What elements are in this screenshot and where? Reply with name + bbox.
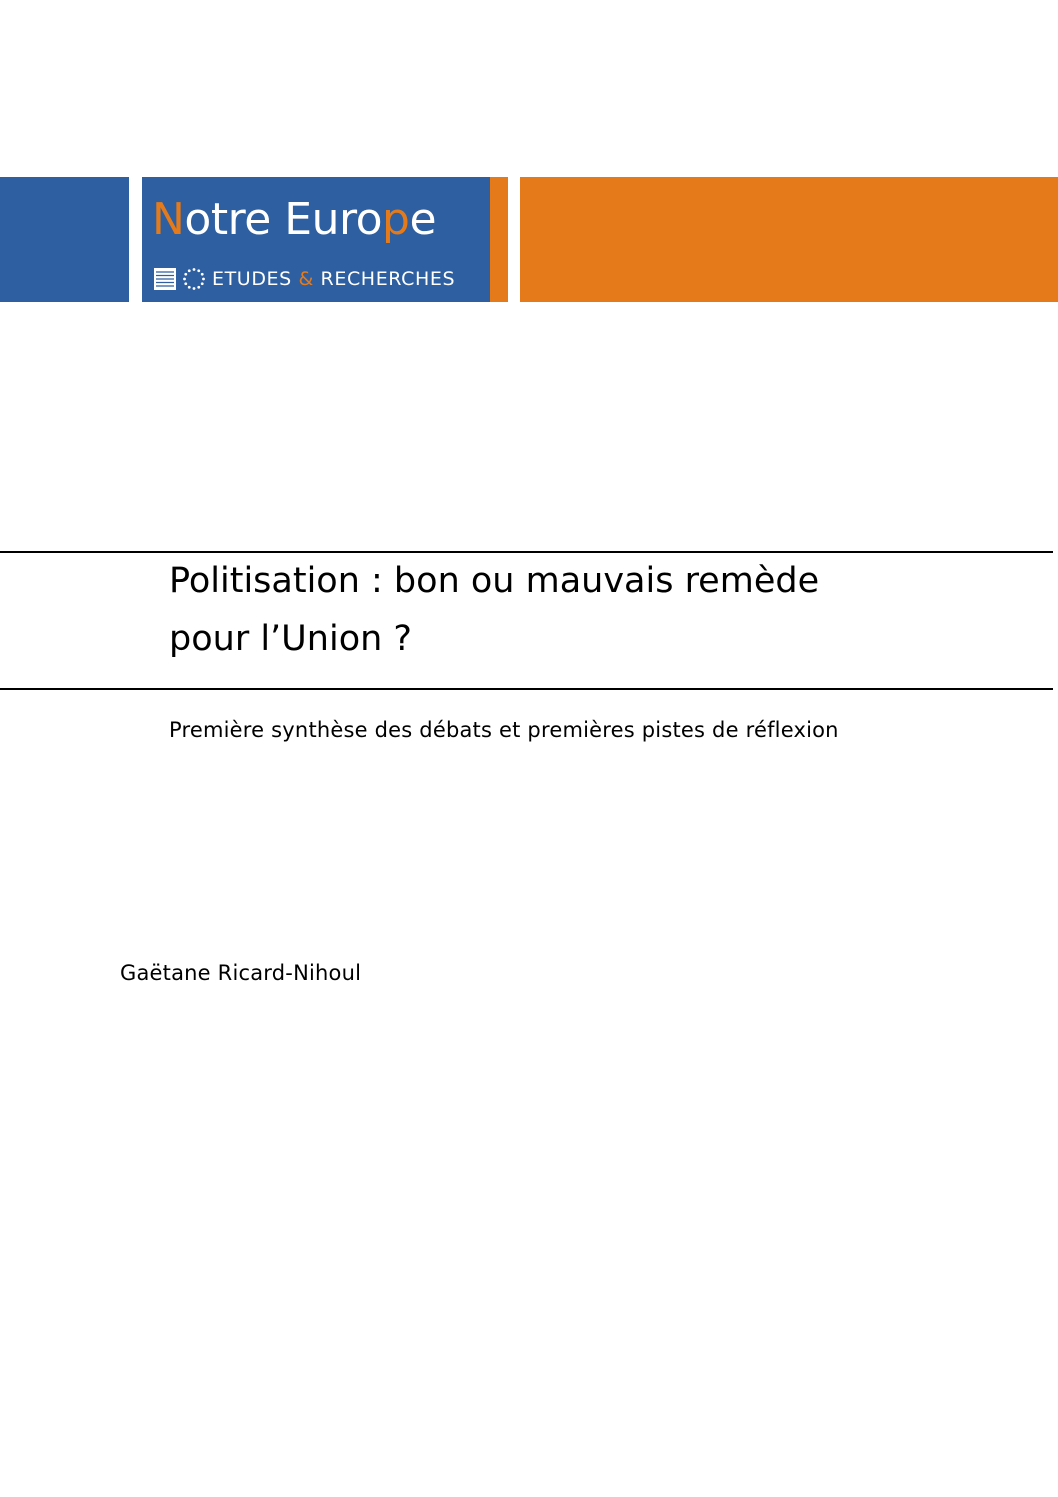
series-ampersand: & [298, 268, 314, 290]
eu-stars-icon [182, 267, 206, 291]
header-band-orange [520, 177, 1058, 302]
title-line-1: Politisation : bon ou mauvais remède [169, 561, 820, 601]
title-line-2: pour l’Union ? [169, 619, 413, 659]
brand-text-end: e [409, 194, 437, 245]
document-icon [154, 268, 176, 290]
series-text [212, 268, 455, 290]
brand-initial: N [152, 194, 185, 245]
header-band-orange-thin [490, 177, 508, 302]
brand-accent-letter: p [382, 194, 410, 245]
title-rule-bottom [0, 688, 1053, 690]
series-word-recherches: RECHERCHES [320, 268, 456, 290]
brand-text: otre Euro [184, 194, 383, 245]
series-label [154, 266, 455, 292]
document-author: Gaëtane Ricard-Nihoul [120, 961, 362, 985]
document-subtitle: Première synthèse des débats et premières pistes de réflexion [169, 718, 839, 742]
header-band-blue-left [0, 177, 129, 302]
series-word-etudes: ETUDES [212, 268, 292, 290]
document-title [169, 552, 1029, 668]
brand-logo-wordmark [152, 192, 436, 248]
